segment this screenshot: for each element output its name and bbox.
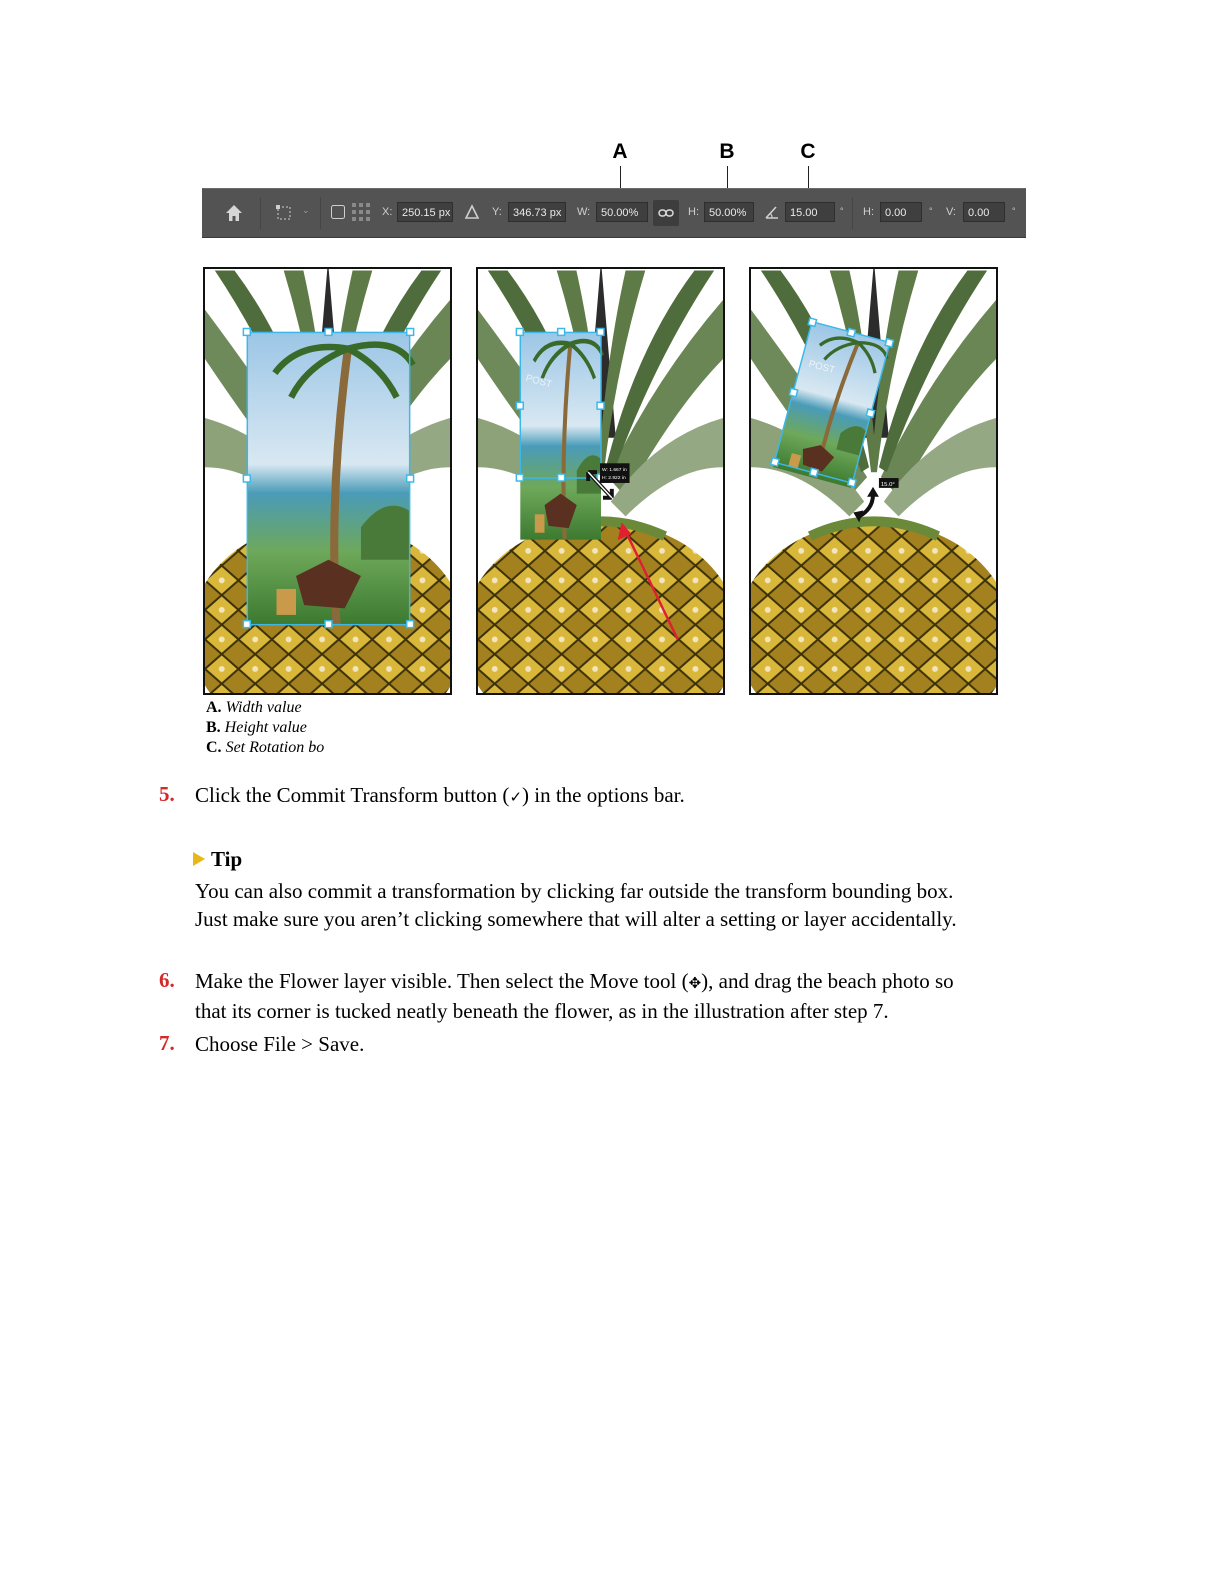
postcard-stamp-text-rotated: POST (807, 358, 837, 377)
relative-position-icon[interactable] (464, 204, 480, 220)
h-skew-degree-unit: ° (929, 206, 933, 216)
step-number: 5. (159, 782, 175, 806)
home-icon[interactable] (224, 203, 244, 223)
scale-tooltip-height: H: 2.922 in (601, 476, 626, 482)
legend-item-a: A. Width value (206, 699, 302, 716)
scale-tooltip-width: W: 1.667 in (601, 468, 627, 474)
legend-item-c: C. Set Rotation bo (206, 739, 325, 756)
reference-point-checkbox-icon[interactable] (330, 204, 346, 220)
reference-point-grid-icon[interactable] (350, 201, 372, 223)
h-label: H: (688, 206, 699, 218)
x-position-field[interactable]: 250.15 px (397, 202, 453, 222)
separator (260, 197, 261, 229)
step-number: 6. (159, 968, 175, 992)
move-tool-icon: ✥ (688, 976, 702, 992)
tip-heading: Tip (193, 847, 242, 872)
separator (320, 197, 321, 229)
chevron-down-icon[interactable]: ⌄ (302, 205, 310, 215)
legend-item-b: B. Height value (206, 719, 307, 736)
v-skew-field[interactable]: 0.00 (963, 202, 1005, 222)
postcard-stamp-text: POST (524, 372, 554, 391)
illustration-panel-original (203, 267, 452, 695)
h-skew-label: H: (863, 206, 874, 218)
transform-tool-icon[interactable] (274, 203, 294, 223)
step-number: 7. (159, 1031, 175, 1055)
y-label: Y: (492, 206, 502, 218)
rotation-degree-unit: ° (840, 206, 844, 216)
y-position-field[interactable]: 346.73 px (508, 202, 566, 222)
width-field[interactable]: 50.00% (596, 202, 648, 222)
v-skew-degree-unit: ° (1012, 206, 1016, 216)
step-6-text: Make the Flower layer visible. Then select the Move tool (✥), and drag the beach photo so that its corner is tucked neatly beneath the flower, as in the illustration after step 7. (195, 969, 954, 1023)
rotate-angle-icon (764, 204, 780, 220)
rotate-tooltip: 15.0° (880, 481, 895, 488)
h-skew-field[interactable]: 0.00 (880, 202, 922, 222)
link-icon (658, 207, 674, 219)
step-5-text: Click the Commit Transform button (✓) in the options bar. (195, 782, 1075, 812)
tip-body: You can also commit a transformation by clicking far outside the transform bounding box. Just make sure you aren’t clicking somewhere that will alter a setting or layer accidentally. (195, 879, 957, 931)
callout-b: B (719, 140, 735, 163)
callout-a: A (612, 140, 628, 163)
x-label: X: (382, 206, 393, 218)
callout-c: C (800, 140, 816, 163)
v-skew-label: V: (946, 206, 956, 218)
commit-checkmark-icon: ✓ (509, 790, 523, 806)
w-label: W: (577, 206, 591, 218)
illustration-panel-scaled (476, 267, 725, 695)
separator (852, 197, 853, 229)
tip-arrow-icon (193, 852, 205, 866)
height-field[interactable]: 50.00% (704, 202, 754, 222)
link-button[interactable] (653, 200, 679, 226)
illustration-panel-rotated (749, 267, 998, 695)
rotation-field[interactable]: 15.00 (785, 202, 835, 222)
options-bar (202, 188, 1026, 238)
step-7-text: Choose File > Save. (195, 1032, 365, 1056)
